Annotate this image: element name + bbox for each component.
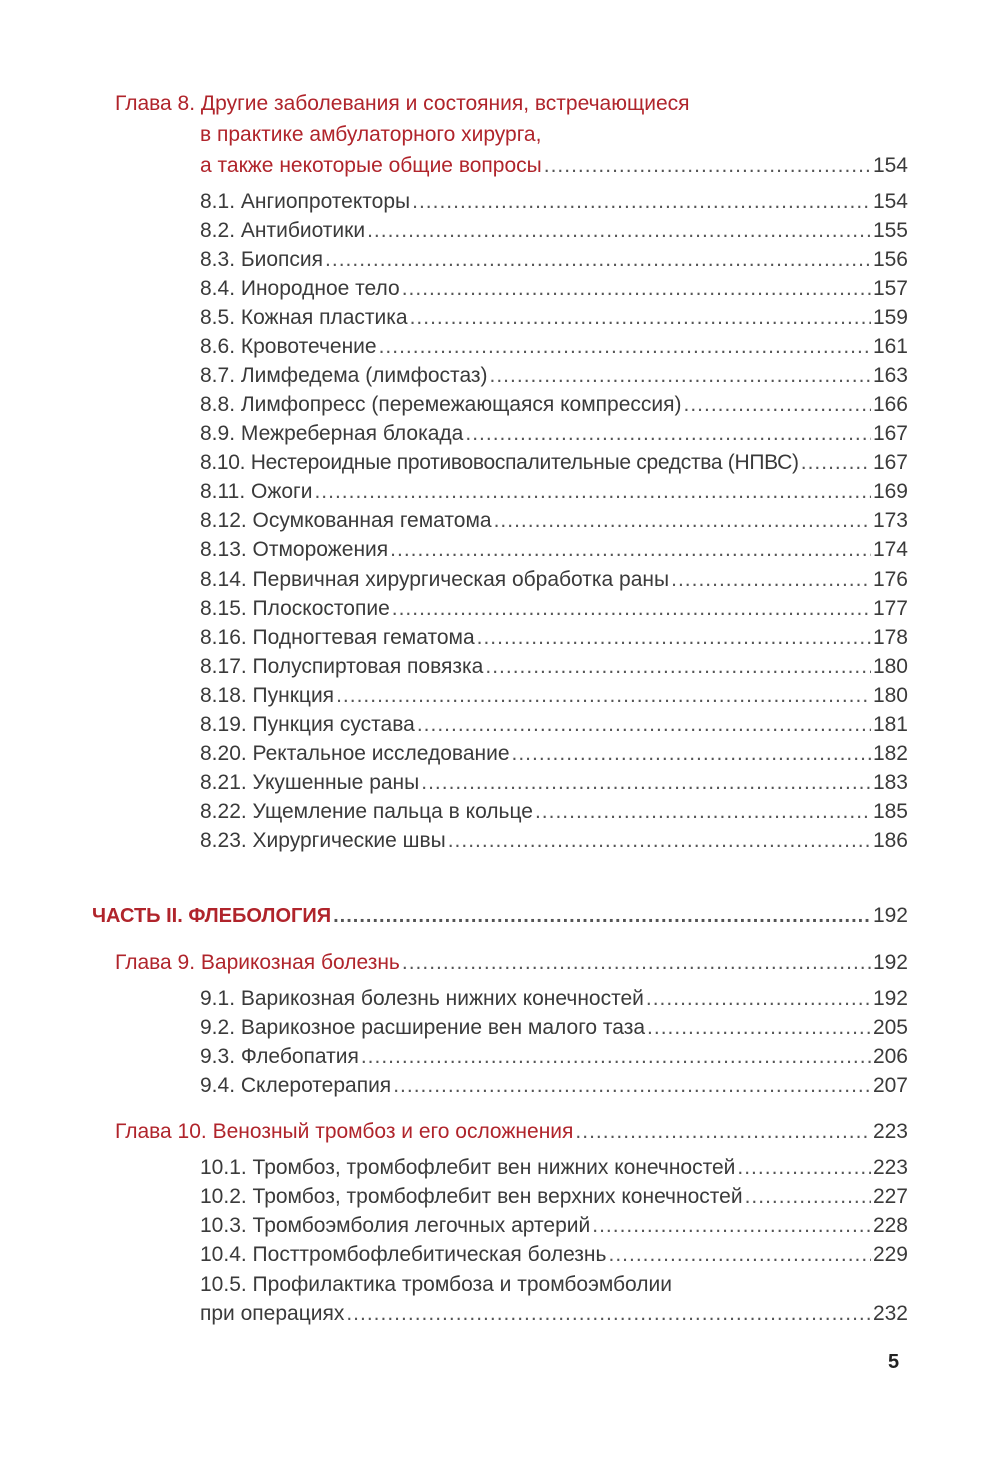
toc-entry: 8.12. Осумкованная гематома ..... 173 [200, 506, 908, 535]
toc-entry: 8.1. Ангиопротекторы ..... 154 [200, 187, 908, 216]
chapter-8-title-line2: в практике амбулаторного хирурга, [200, 123, 542, 146]
page-ref: 169 [872, 480, 908, 503]
leader-dots [647, 1013, 871, 1042]
toc-entry: 10.4. Посттромбофлебитическая болезнь ..... 229 [200, 1240, 908, 1269]
page-ref: 180 [872, 684, 908, 707]
chapter-9-title: Глава 9. Варикозная болезнь ..... 192 [115, 948, 908, 977]
chapter-8-title-line1: Глава 8. Другие заболевания и состояния, встречающиеся [115, 92, 690, 115]
page-number: 5 [888, 1351, 900, 1373]
page-ref: 180 [872, 655, 908, 678]
toc-entry: 8.10. Нестероидные противовоспалительные средства (НПВС) ..... 167 [200, 448, 908, 477]
toc-entry: 8.13. Отморожения ..... 174 [200, 535, 908, 564]
leader-dots [402, 948, 871, 977]
page-ref: 205 [872, 1016, 908, 1039]
page-ref: 223 [872, 1120, 908, 1143]
leader-dots [392, 594, 871, 623]
leader-dots [393, 1071, 871, 1100]
page-ref: 173 [872, 509, 908, 532]
toc-entry: 8.9. Межреберная блокада ..... 167 [200, 419, 908, 448]
page-ref: 176 [872, 568, 908, 591]
page-ref: 177 [872, 597, 908, 620]
toc-entry: 8.14. Первичная хирургическая обработка раны ..... 176 [200, 565, 908, 594]
leader-dots [684, 390, 871, 419]
toc-entry: 8.21. Укушенные раны ..... 183 [200, 768, 908, 797]
leader-dots [336, 681, 871, 710]
toc-entry: 10.3. Тромбоэмболия легочных артерий ..... 228 [200, 1211, 908, 1240]
page-ref: 232 [872, 1302, 908, 1325]
leader-dots [490, 361, 871, 390]
leader-dots [390, 535, 871, 564]
toc-entry: 8.6. Кровотечение ..... 161 [200, 332, 908, 361]
leader-dots [801, 448, 871, 477]
toc-entry: 8.19. Пункция сустава ..... 181 [200, 710, 908, 739]
toc-entry: 8.17. Полуспиртовая повязка ..... 180 [200, 652, 908, 681]
toc-entry: 8.4. Инородное тело ..... 157 [200, 274, 908, 303]
leader-dots [485, 652, 871, 681]
leader-dots [361, 1042, 871, 1071]
page-ref: 181 [872, 713, 908, 736]
toc-entry: 9.1. Варикозная болезнь нижних конечностей ..... 192 [200, 984, 908, 1013]
toc-entry: 9.4. Склеротерапия ..... 207 [200, 1071, 908, 1100]
page-ref: 156 [872, 248, 908, 271]
toc-entry: 10.1. Тромбоз, тромбофлебит вен нижних конечностей ..... 223 [200, 1153, 908, 1182]
leader-dots [412, 187, 871, 216]
leader-dots [671, 565, 871, 594]
leader-dots [314, 477, 871, 506]
leader-dots [421, 768, 871, 797]
toc-entry: 8.16. Подногтевая гематома ..... 178 [200, 623, 908, 652]
page-ref: 223 [872, 1156, 908, 1179]
leader-dots [346, 1299, 871, 1328]
page-ref: 183 [872, 771, 908, 794]
page-ref: 174 [872, 538, 908, 561]
page-ref: 159 [872, 306, 908, 329]
toc-entry: 8.15. Плоскостопие ..... 177 [200, 594, 908, 623]
leader-dots [402, 274, 871, 303]
page-ref: 178 [872, 626, 908, 649]
chapter-8-title-line3: а также некоторые общие вопросы ..... 154 [200, 151, 908, 180]
page-ref: 185 [872, 800, 908, 823]
toc-entry: 9.3. Флебопатия ..... 206 [200, 1042, 908, 1071]
page-ref: 157 [872, 277, 908, 300]
leader-dots [745, 1182, 871, 1211]
page-ref: 227 [872, 1185, 908, 1208]
page-ref: 154 [872, 154, 908, 177]
page-ref: 192 [872, 951, 908, 974]
leader-dots [333, 902, 871, 931]
page-ref: 192 [872, 987, 908, 1010]
leader-dots [646, 984, 871, 1013]
page-ref: 186 [872, 829, 908, 852]
page-ref: 166 [872, 393, 908, 416]
toc-entry: 8.23. Хирургические швы ..... 186 [200, 826, 908, 855]
leader-dots [325, 245, 871, 274]
page-ref: 155 [872, 219, 908, 242]
leader-dots [512, 739, 871, 768]
leader-dots [494, 506, 871, 535]
page-ref: 229 [872, 1243, 908, 1266]
leader-dots [544, 151, 871, 180]
toc-entry-line2: при операциях ..... 232 [200, 1299, 908, 1328]
page-ref: 161 [872, 335, 908, 358]
toc-entry: 9.2. Варикозное расширение вен малого таза ..... 205 [200, 1013, 908, 1042]
leader-dots [737, 1153, 871, 1182]
toc-entry: 10.2. Тромбоз, тромбофлебит вен верхних конечностей ..... 227 [200, 1182, 908, 1211]
toc-entry: 8.3. Биопсия ..... 156 [200, 245, 908, 274]
toc-entry: 8.11. Ожоги ..... 169 [200, 477, 908, 506]
leader-dots [448, 826, 871, 855]
page-ref: 192 [872, 904, 908, 927]
leader-dots [535, 797, 871, 826]
toc-entry: 8.18. Пункция ..... 180 [200, 681, 908, 710]
page-ref: 206 [872, 1045, 908, 1068]
toc-entry-line1: 10.5. Профилактика тромбоза и тромбоэмболии [200, 1273, 672, 1296]
leader-dots [410, 303, 871, 332]
leader-dots [367, 216, 871, 245]
toc-entry: 8.5. Кожная пластика ..... 159 [200, 303, 908, 332]
page-ref: 167 [872, 451, 908, 474]
toc-entry: 8.2. Антибиотики ..... 155 [200, 216, 908, 245]
toc-entry: 8.20. Ректальное исследование ..... 182 [200, 739, 908, 768]
toc-entry: 8.8. Лимфопресс (перемежающаяся компрессия) ..... 166 [200, 390, 908, 419]
toc-entry: 8.22. Ущемление пальца в кольце ..... 185 [200, 797, 908, 826]
leader-dots [417, 710, 871, 739]
leader-dots [379, 332, 871, 361]
page-ref: 228 [872, 1214, 908, 1237]
toc-entry: 8.7. Лимфедема (лимфостаз) ..... 163 [200, 361, 908, 390]
page-ref: 154 [872, 190, 908, 213]
page-ref: 163 [872, 364, 908, 387]
chapter-10-title: Глава 10. Венозный тромбоз и его осложнения ..... 223 [115, 1117, 908, 1146]
page-ref: 182 [872, 742, 908, 765]
leader-dots [592, 1211, 871, 1240]
leader-dots [608, 1240, 870, 1269]
leader-dots [465, 419, 871, 448]
leader-dots [477, 623, 871, 652]
part-2-heading: ЧАСТЬ II. ФЛЕБОЛОГИЯ ..... 192 [92, 901, 908, 931]
page-ref: 207 [872, 1074, 908, 1097]
leader-dots [575, 1117, 871, 1146]
page-ref: 167 [872, 422, 908, 445]
